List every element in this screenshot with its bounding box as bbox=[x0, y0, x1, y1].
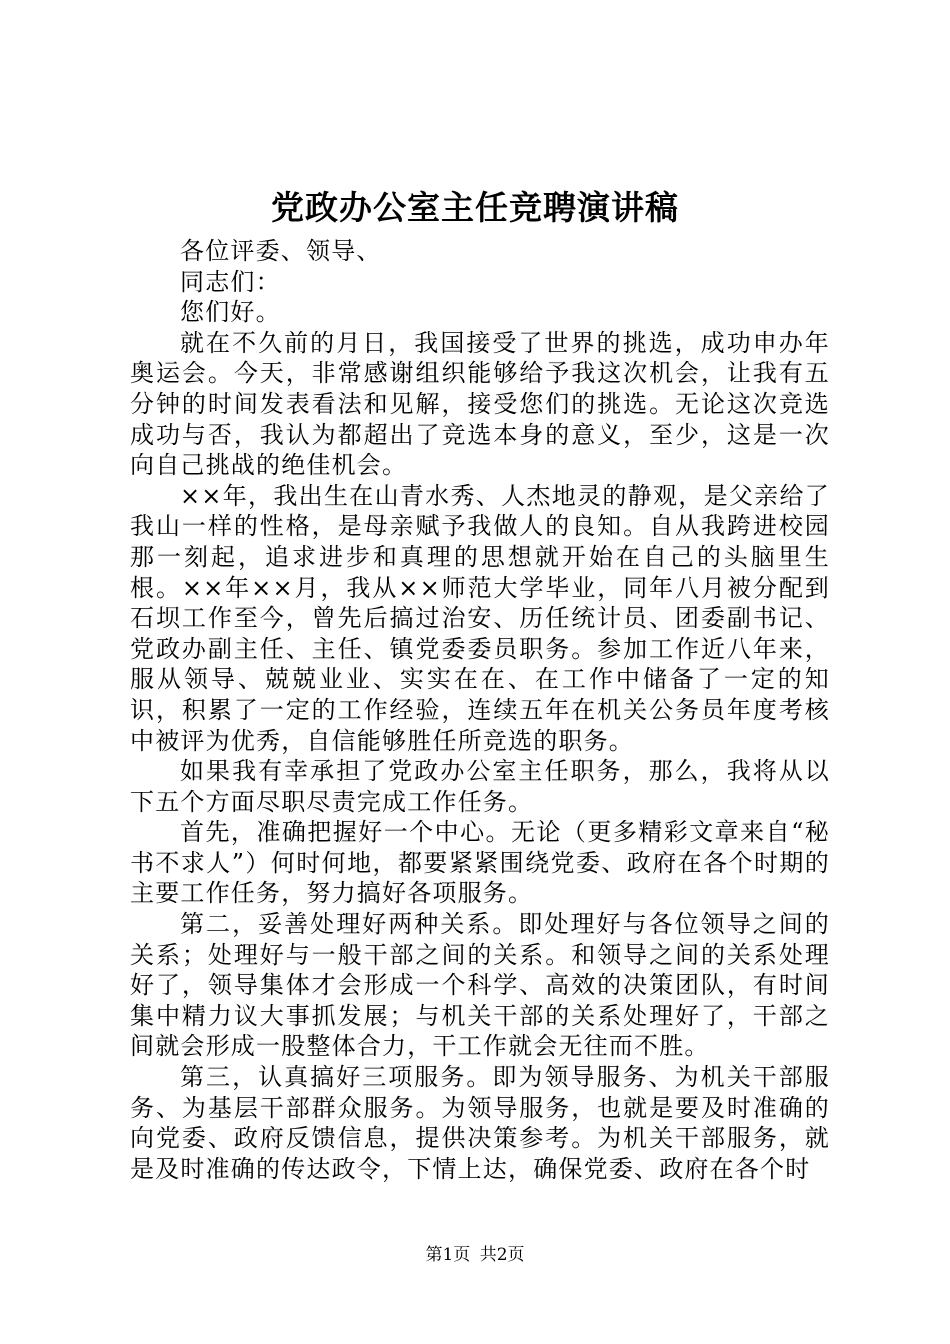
page-number: 第1页 bbox=[425, 1245, 471, 1265]
paragraph-salutation-1: 各位评委、领导、 bbox=[180, 237, 382, 265]
page-total: 共2页 bbox=[479, 1245, 525, 1265]
paragraph-plan-intro: 如果我有幸承担了党政办公室主任职务，那么，我将从以下五个方面尽职尽责完成工作任务。 bbox=[130, 757, 830, 816]
paragraph-second-point: 第二，妥善处理好两种关系。即处理好与各位领导之间的关系；处理好与一般干部之间的关系。和领导之间的关系处理好了，领导集体才会形成一个科学、高效的决策团队，有时间集中精力议大事抓发展；与机关干部的关系处理好了，干部之间就会形成一股整体合力，干工作就会无往而不胜。 bbox=[130, 910, 830, 1061]
paragraph-greeting: 您们好。 bbox=[180, 298, 281, 327]
document-title: 党政办公室主任竞聘演讲稿 bbox=[271, 188, 679, 227]
paragraph-salutation-2: 同志们： bbox=[180, 267, 281, 296]
paragraph-intro: 就在不久前的月日，我国接受了世界的挑选，成功申办年奥运会。今天，非常感谢组织能够给予我这次机会，让我有五分钟的时间发表看法和见解，接受您们的挑选。无论这次竞选成功与否，我认为都超出了竞选本身的意义，至少，这是一次向自己挑战的绝佳机会。 bbox=[130, 328, 830, 480]
page-footer bbox=[0, 1243, 950, 1267]
paragraph-background: ××年，我出生在山青水秀、人杰地灵的静观，是父亲给了我山一样的性格，是母亲赋予我做人的良知。自从我跨进校园那一刻起，追求进步和真理的思想就开始在自己的头脑里生根。××年××月，我从××师范大学毕业，同年八月被分配到石坝工作至今，曾先后搞过治安、历任统计员、团委副书记、党政办副主任、主任、镇党委委员职务。参加工作近八年来，服从领导、兢兢业业、实实在在、在工作中储备了一定的知识，积累了一定的工作经验，连续五年在机关公务员年度考核中被评为优秀，自信能够胜任所竞选的职务。 bbox=[130, 481, 830, 755]
paragraph-third-point: 第三，认真搞好三项服务。即为领导服务、为机关干部服务、为基层干部群众服务。为领导服务，也就是要及时准确的向党委、政府反馈信息，提供决策参考。为机关干部服务，就是及时准确的传达政令，下情上达，确保党委、政府在各个时 bbox=[130, 1063, 830, 1183]
document-body bbox=[130, 236, 830, 1184]
paragraph-first-point: 首先，准确把握好一个中心。无论（更多精彩文章来自“秘书不求人”）何时何地，都要紧紧围绕党委、政府在各个时期的主要工作任务，努力搞好各项服务。 bbox=[130, 818, 830, 908]
